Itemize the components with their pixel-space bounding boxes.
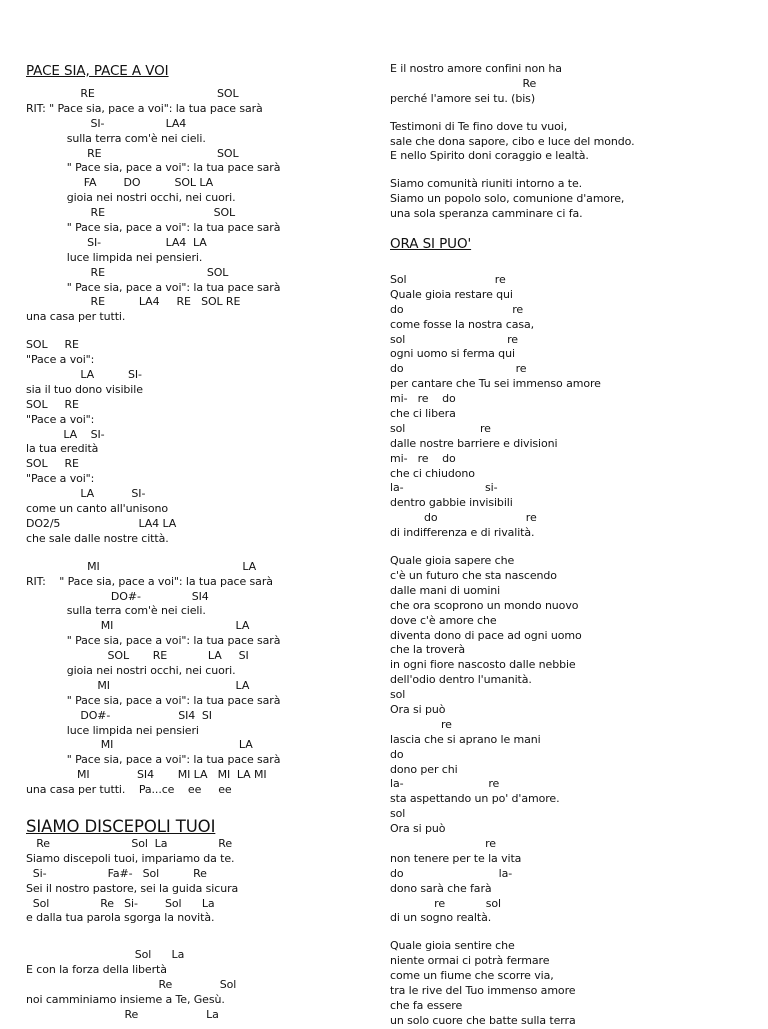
lyric-line: non tenere per te la vita [390, 851, 522, 865]
lyric-line: Re [390, 76, 537, 90]
lyric-line: SOL RE [26, 457, 79, 471]
lyric-line: re [390, 717, 452, 731]
lyric-line: Siamo un popolo solo, comunione d'amore, [390, 192, 625, 206]
lyric-line: LA SI- [26, 487, 146, 501]
lyric-line: una casa per tutti. [26, 310, 126, 324]
lyric-line: DO#- SI4 [26, 589, 209, 603]
lyric-line: sulla terra com'è nei cieli. [26, 131, 206, 145]
spacer [390, 107, 750, 120]
lyric-line: FA DO SOL LA [26, 176, 214, 190]
lyric-line: dono per chi [390, 762, 458, 776]
song-title-pace-sia: PACE SIA, PACE A VOI [26, 63, 169, 79]
lyric-line: come un fiume che scorre via, [390, 969, 554, 983]
lyric-line: che fa essere [390, 998, 463, 1012]
lyric-line: E nello Spirito doni coraggio e lealtà. [390, 149, 589, 163]
lyric-line: " Pace sia, pace a voi": la tua pace sarà [26, 634, 281, 648]
spacer [390, 541, 750, 554]
lyric-line: dell'odio dentro l'umanità. [390, 673, 532, 687]
lyric-line: DO2/5 LA4 LA [26, 516, 177, 530]
lyric-line: sol re [390, 332, 518, 346]
spacer [26, 325, 366, 338]
lyric-line: SOL RE LA SI [26, 649, 249, 663]
lyric-line: dono sarà che farà [390, 881, 492, 895]
lyric-line: MI LA [26, 559, 257, 573]
lyric-line: gioia nei nostri occhi, nei cuori. [26, 191, 236, 205]
lyric-line: " Pace sia, pace a voi": la tua pace sarà [26, 221, 281, 235]
lyric-line: Si- Fa#- Sol Re [26, 866, 207, 880]
spacer [26, 547, 366, 560]
lyric-line: una sola speranza camminare ci fa. [390, 207, 583, 221]
lyric-line: come fosse la nostra casa, [390, 317, 535, 331]
lyric-line: dentro gabbie invisibili [390, 496, 513, 510]
lyric-line: sulla terra com'è nei cieli. [26, 604, 206, 618]
lyric-line: E il nostro amore confini non ha [390, 62, 562, 75]
lyric-line: che ora scoprono un mondo nuovo [390, 598, 579, 612]
lyric-line: do [390, 747, 404, 761]
lyric-line: ogni uomo si ferma qui [390, 347, 515, 361]
ora-si-puo-stanza-2 [390, 554, 750, 926]
lyric-line: LA SI- [26, 427, 105, 441]
lyric-line: gioia nei nostri occhi, nei cuori. [26, 663, 236, 677]
lyric-line: do re [390, 511, 537, 525]
lyric-line: che ci libera [390, 407, 456, 421]
lyric-line: tra le rive del Tuo immenso amore [390, 983, 576, 997]
ora-si-puo-stanza-3 [390, 939, 750, 1028]
lyric-line: do la- [390, 866, 513, 880]
lyric-line: Siamo discepoli tuoi, impariamo da te. [26, 851, 235, 865]
lyric-line: come un canto all'unisono [26, 502, 169, 516]
lyric-line: E con la forza della libertà [26, 963, 167, 977]
verse-block [26, 338, 366, 546]
lyric-line: la- si- [390, 481, 498, 495]
lyric-line: DO#- SI4 SI [26, 708, 212, 722]
lyric-line: Quale gioia restare qui [390, 287, 513, 301]
lyric-line: diventa dono di pace ad ogni uomo [390, 628, 582, 642]
lyric-line: una casa per tutti. Pa...ce ee ee [26, 783, 232, 797]
lyric-line: Ora si può [390, 822, 446, 836]
lyric-line: Sei il nostro pastore, sei la guida sicura [26, 881, 239, 895]
lyric-line: LA SI- [26, 368, 142, 382]
lyric-line: lascia che si aprano le mani [390, 732, 541, 746]
lyric-line: RE SOL [26, 87, 239, 100]
lyric-line: sale che dona sapore, cibo e luce del mondo. [390, 134, 635, 148]
lyric-line: che sale dalle nostre città. [26, 531, 169, 545]
lyric-line: la tua eredità [26, 442, 99, 456]
song-title-ora-si-puo: ORA SI PUO' [390, 236, 472, 253]
lyric-line: un solo cuore che batte sulla terra [390, 1013, 576, 1027]
spacer [390, 222, 750, 235]
ora-si-puo-stanza-1 [390, 273, 750, 541]
lyric-line: RIT: " Pace sia, pace a voi": la tua pace sarà [26, 101, 263, 115]
spacer [390, 926, 750, 939]
lyric-line: mi- re do [390, 451, 456, 465]
lyric-line: do re [390, 362, 527, 376]
lyric-line: di un sogno realtà. [390, 911, 492, 925]
lyric-line: c'è un futuro che sta nascendo [390, 568, 557, 582]
lyric-line: MI SI4 MI LA MI LA MI [26, 768, 267, 782]
lyric-line: e dalla tua parola sgorga la novità. [26, 911, 215, 925]
lyric-line: SOL RE [26, 338, 79, 352]
lyric-line: sta aspettando un po' d'amore. [390, 792, 560, 806]
lyric-line: noi camminiamo insieme a Te, Gesù. [26, 992, 225, 1006]
spacer [26, 80, 366, 87]
lyric-line: perché l'amore sei tu. (bis) [390, 91, 536, 105]
left-column [26, 62, 366, 1023]
lyric-line: che la troverà [390, 643, 466, 657]
lyric-line: di indifferenza e di rivalità. [390, 526, 535, 540]
spacer [390, 253, 750, 273]
lyric-line: luce limpida nei pensieri. [26, 250, 203, 264]
siamo-discepoli-stanza-1 [26, 837, 366, 926]
lyric-line: che ci chiudono [390, 466, 475, 480]
testimoni-stanza [390, 120, 750, 165]
lyric-line: RE SOL [26, 146, 239, 160]
lyric-line: Re La [26, 1007, 219, 1021]
lyric-line: Sol La [26, 948, 185, 962]
lyric-line: RIT: " Pace sia, pace a voi": la tua pace sarà [26, 574, 273, 588]
song-title-siamo-discepoli: SIAMO DISCEPOLI TUOI [26, 816, 216, 836]
lyric-line: RE LA4 RE SOL RE [26, 295, 241, 309]
lyric-line: " Pace sia, pace a voi": la tua pace sarà [26, 753, 281, 767]
lyric-line: " Pace sia, pace a voi": la tua pace sarà [26, 280, 281, 294]
refrain-block-2 [26, 560, 366, 798]
lyric-line: la- re [390, 777, 500, 791]
lyric-line: re [390, 836, 496, 850]
lyric-line: do re [390, 302, 524, 316]
lyric-line: "Pace a voi": [26, 412, 95, 426]
lyric-line: SOL RE [26, 397, 79, 411]
spacer [26, 926, 366, 948]
song-end-lines [390, 62, 750, 107]
lyric-line: "Pace a voi": [26, 353, 95, 367]
lyric-line: RE SOL [26, 265, 229, 279]
lyric-line: dove c'è amore che [390, 613, 497, 627]
lyric-line: Ora si può [390, 702, 446, 716]
lyric-line: dalle mani di uomini [390, 583, 501, 597]
lyric-line: niente ormai ci potrà fermare [390, 954, 550, 968]
lyric-line: dalle nostre barriere e divisioni [390, 436, 558, 450]
lyric-line: Quale gioia sapere che [390, 554, 515, 568]
lyric-line: sol re [390, 421, 491, 435]
lyric-line: RE SOL [26, 206, 236, 220]
lyric-line: Siamo comunità riuniti intorno a te. [390, 177, 583, 191]
lyric-line: sol [390, 688, 406, 702]
spacer [390, 164, 750, 177]
lyric-line: per cantare che Tu sei immenso amore [390, 377, 601, 391]
lyric-line: sia il tuo dono visibile [26, 382, 143, 396]
lyric-line: Sol Re Si- Sol La [26, 896, 215, 910]
lyric-line: " Pace sia, pace a voi": la tua pace sarà [26, 693, 281, 707]
lyric-line: Sol re [390, 273, 506, 287]
lyric-line: luce limpida nei pensieri [26, 723, 199, 737]
lyric-line: mi- re do [390, 392, 456, 406]
lyric-line: re sol [390, 896, 501, 910]
lyric-line: MI LA [26, 738, 253, 752]
lyric-line: sol [390, 807, 406, 821]
lyric-line: Testimoni di Te fino dove tu vuoi, [390, 119, 568, 133]
lyric-line: Quale gioia sentire che [390, 939, 515, 953]
lyric-line: MI LA [26, 678, 250, 692]
lyric-line: SI- LA4 LA [26, 235, 207, 249]
refrain-block-1 [26, 87, 366, 325]
lyric-line: "Pace a voi": [26, 472, 95, 486]
comunita-stanza [390, 177, 750, 222]
siamo-discepoli-stanza-2 [26, 948, 366, 1022]
spacer [26, 798, 366, 816]
lyric-line: Re Sol La Re [26, 836, 233, 850]
lyric-line: in ogni fiore nascosto dalle nebbie [390, 658, 576, 672]
lyric-line: Re Sol [26, 978, 237, 992]
lyric-line: SI- LA4 [26, 116, 187, 130]
lyric-line: MI LA [26, 619, 250, 633]
lyric-line: " Pace sia, pace a voi": la tua pace sarà [26, 161, 281, 175]
right-column [390, 62, 750, 1029]
